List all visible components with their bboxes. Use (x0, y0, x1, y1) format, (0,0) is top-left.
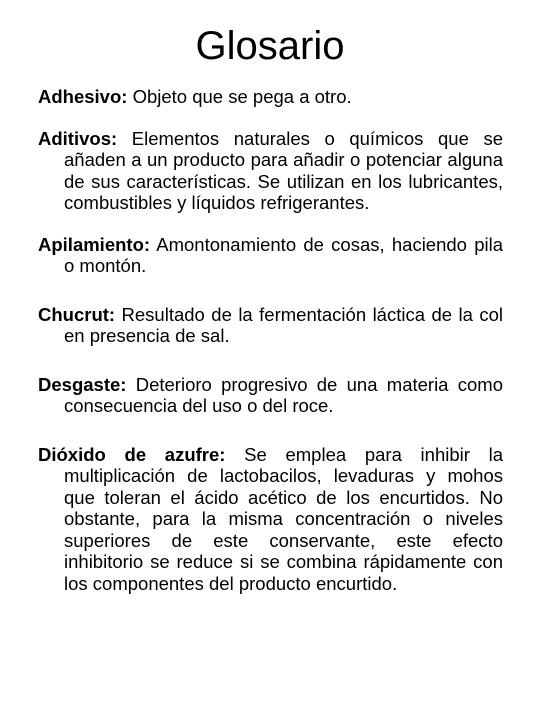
glossary-term: Aditivos: (38, 127, 118, 149)
glossary-definition: Se emplea para inhibir la multiplicación de lactobacilos, levaduras y mohos que toleran el ácido acético de los encurtidos. No obstante, para la misma concentración o niveles superiores de este conservante, este efecto inhibitorio se reduce si se combina rápidamente con los componentes del producto encurtido. (64, 443, 503, 594)
glossary-definition: Objeto que se pega a otro. (132, 86, 352, 107)
glossary-entry-aditivos (38, 128, 503, 214)
page-title: Glosario (195, 24, 345, 68)
glossary-term: Desgaste: (38, 373, 127, 395)
glossary-definition: Amontonamiento de cosas, haciendo pila o montón. (64, 233, 503, 276)
glossary-entry-apilamiento (38, 234, 503, 277)
glossary-entry-desgaste (38, 374, 503, 417)
glossary-definition: Elementos naturales o químicos que se añaden a un producto para añadir o potenciar alguna de sus características. Se utilizan en los lubricantes, combustibles y líquidos refrigerantes. (64, 127, 503, 213)
glossary-term: Dióxido de azufre: (38, 443, 226, 465)
glossary-entry-adhesivo (38, 86, 503, 108)
glossary-list (38, 86, 503, 594)
glossary-definition: Deterioro progresivo de una materia como consecuencia del uso o del roce. (64, 373, 503, 416)
glossary-entry-dioxido-de-azufre (38, 444, 503, 595)
glossary-entry-chucrut (38, 304, 503, 347)
glossary-definition: Resultado de la fermentación láctica de la col en presencia de sal. (64, 303, 503, 346)
glossary-term: Chucrut: (38, 303, 116, 325)
glossary-term: Apilamiento: (38, 233, 151, 255)
glossary-term: Adhesivo: (38, 86, 128, 107)
